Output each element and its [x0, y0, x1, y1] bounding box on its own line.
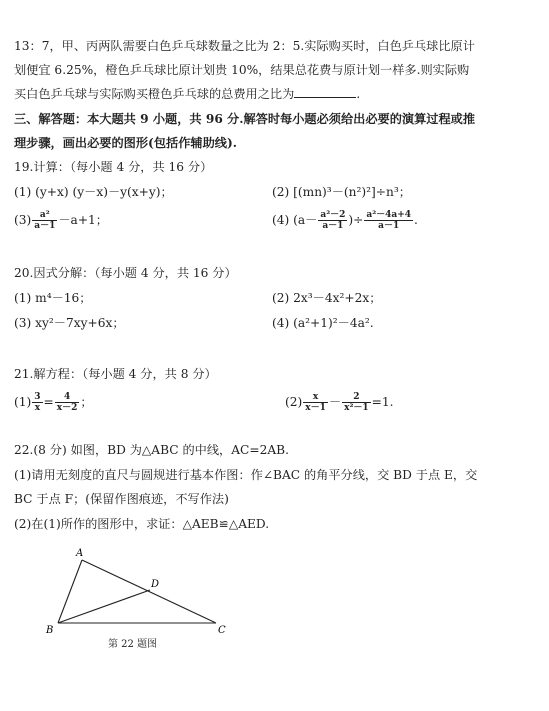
- point-label-b: B: [46, 625, 54, 636]
- segment-ab: [58, 560, 82, 623]
- fraction: [55, 392, 80, 413]
- q20-part-2: (2) 2x³－4x²+2x；: [272, 291, 382, 305]
- q21-part-2: [285, 392, 394, 413]
- question-19-heading: 19.计算：（每小题 4 分，共 16 分）: [14, 160, 213, 174]
- q22-part-2: (2)在(1)所作的图形中，求证：△AEB≌△AED.: [14, 517, 270, 531]
- q20-part-3: (3) xy²－7xy+6x；: [14, 316, 125, 330]
- answer-blank: [294, 86, 356, 98]
- q22-part-1b: BC 于点 F；(保留作图痕迹，不写作法): [14, 492, 229, 506]
- denominator: x²－1: [344, 403, 369, 413]
- figure-caption: 第 22 题图: [108, 639, 158, 650]
- text-fragment: (3): [14, 213, 32, 227]
- point-label-d: D: [151, 579, 160, 590]
- numerator: 3: [34, 392, 41, 402]
- q19-part-4: [272, 210, 418, 231]
- text-fragment: －a+1；: [58, 213, 108, 227]
- text-fragment: =: [43, 395, 54, 409]
- q21-part-1: [14, 392, 93, 413]
- text-fragment: .: [356, 87, 361, 101]
- text-fragment: (4) (a－: [272, 213, 318, 227]
- text-fragment: (2): [285, 395, 303, 409]
- denominator: x－2: [56, 403, 78, 413]
- q20-part-4: (4) (a²+1)²－4a².: [272, 316, 374, 330]
- text-line: 13：7，甲、丙两队需要白色乒乓球数量之比为 2：5.实际购买时，白色乒乓球比原计: [14, 39, 475, 53]
- q22-part-1a: (1)请用无刻度的直尺与圆规进行基本作图：作∠BAC 的角平分线，交 BD 于点 E，交: [14, 468, 478, 482]
- fraction: [303, 392, 328, 413]
- fraction: [318, 210, 347, 231]
- text-fragment: )÷: [348, 213, 364, 227]
- denominator: x－1: [305, 403, 326, 413]
- fraction: [342, 392, 371, 413]
- text-fragment: ；: [80, 395, 93, 409]
- question-20-heading: 20.因式分解：（每小题 4 分，共 16 分）: [14, 266, 237, 280]
- segment-ac: [82, 560, 216, 623]
- text-fragment: =1.: [371, 395, 394, 409]
- text-fragment: 买白色乒乓球与实际购买橙色乒乓球的总费用之比为: [14, 87, 295, 101]
- q20-part-1: (1) m⁴－16；: [14, 291, 92, 305]
- numerator: 4: [55, 392, 80, 403]
- numerator: x: [303, 392, 328, 403]
- q19-part-1: (1) (y+x) (y－x)－y(x+y)；: [14, 185, 173, 199]
- denominator: x: [34, 403, 41, 413]
- denominator: a－1: [378, 221, 400, 231]
- numerator: a²－2: [320, 210, 346, 220]
- point-label-c: C: [218, 625, 226, 636]
- numerator: 2: [342, 392, 371, 403]
- q19-part-2: (2) [(mn)³－(n²)²]÷n³；: [272, 185, 411, 199]
- fraction: [364, 210, 413, 231]
- section-heading: 三、解答题：本大题共 9 小题，共 96 分.解答时每小题必须给出必要的演算过程或推: [14, 112, 476, 126]
- point-label-a: A: [76, 548, 84, 559]
- text-fragment: (1): [14, 395, 32, 409]
- text-fragment: .: [414, 213, 418, 227]
- text-line: [14, 86, 360, 102]
- denominator: a－1: [34, 221, 56, 231]
- denominator: a－1: [322, 221, 344, 231]
- question-22-heading: 22.(8 分) 如图，BD 为△ABC 的中线，AC=2AB.: [14, 443, 289, 457]
- text-fragment: －: [328, 395, 342, 409]
- section-heading: 理步骤，画出必要的图形(包括作辅助线).: [14, 136, 237, 150]
- segment-bd: [58, 590, 150, 623]
- fraction: [32, 392, 42, 413]
- question-21-heading: 21.解方程：（每小题 4 分，共 8 分）: [14, 367, 217, 381]
- text-line: 划便宜 6.25%，橙色乒乓球比原计划贵 10%，结果总花费与原计划一样多.则实际购: [14, 63, 470, 77]
- numerator: a²: [32, 210, 57, 221]
- q19-part-3: [14, 210, 108, 231]
- fraction: [32, 210, 57, 231]
- numerator: a²－4a+4: [366, 210, 412, 220]
